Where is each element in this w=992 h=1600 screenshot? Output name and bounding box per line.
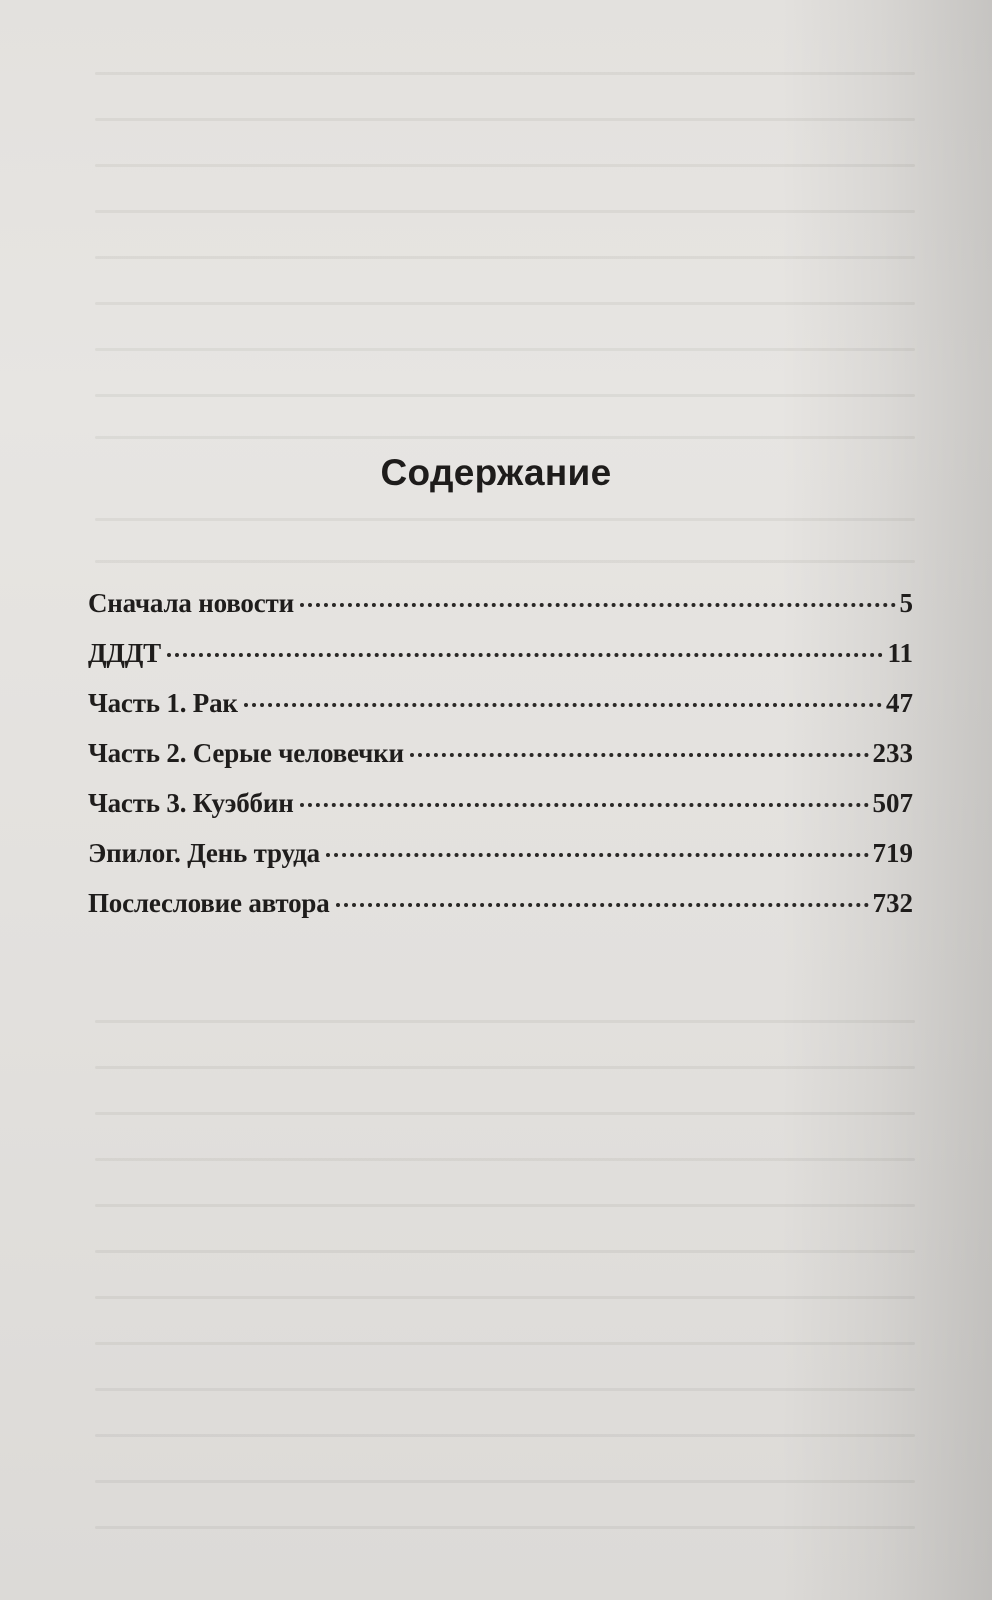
toc-entry-title: Часть 1. Рак: [88, 688, 238, 718]
bleed-through-line: [95, 1066, 915, 1069]
bleed-through-line: [95, 1158, 915, 1161]
table-of-contents: [88, 588, 913, 938]
bleed-through-line: [95, 1112, 915, 1115]
toc-page-number: 47: [886, 688, 913, 718]
toc-entry-title: ДДДТ: [88, 638, 161, 668]
dot-leader: [167, 653, 884, 657]
bleed-through-line: [95, 1296, 915, 1299]
dot-leader: [326, 853, 869, 857]
toc-entry[interactable]: [88, 638, 913, 688]
bleed-through-line: [95, 1250, 915, 1253]
bleed-through-line: [95, 302, 915, 305]
bleed-through-line: [95, 1526, 915, 1529]
contents-title: Содержание: [380, 452, 612, 493]
dot-leader: [410, 753, 869, 757]
dot-leader: [300, 803, 869, 807]
dot-leader: [244, 703, 882, 707]
toc-entry-title: Часть 2. Серые человечки: [88, 738, 404, 768]
bleed-through-line: [95, 518, 915, 521]
toc-page-number: 5: [899, 588, 913, 618]
toc-page-number: 719: [872, 838, 913, 868]
bleed-through-line: [95, 1204, 915, 1207]
bleed-through-line: [95, 394, 915, 397]
toc-page-number: 233: [872, 738, 913, 768]
toc-entry[interactable]: [88, 588, 913, 638]
bleed-through-line: [95, 256, 915, 259]
toc-entry[interactable]: [88, 738, 913, 788]
dot-leader: [336, 903, 869, 907]
toc-entry-title: Сначала новости: [88, 588, 294, 618]
bleed-through-line: [95, 72, 915, 75]
bleed-through-line: [95, 1388, 915, 1391]
bleed-through-line: [95, 210, 915, 213]
dot-leader: [300, 603, 896, 607]
toc-page-number: 507: [872, 788, 913, 818]
bleed-through-line: [95, 1480, 915, 1483]
toc-entry-title: Послесловие автора: [88, 888, 330, 918]
bleed-through-line: [95, 1434, 915, 1437]
toc-entry[interactable]: [88, 888, 913, 938]
bleed-through-line: [95, 1020, 915, 1023]
toc-entry[interactable]: [88, 688, 913, 738]
bleed-through-line: [95, 348, 915, 351]
bleed-through-line: [95, 436, 915, 439]
bleed-through-line: [95, 560, 915, 563]
toc-page-number: 732: [872, 888, 913, 918]
toc-entry-title: Эпилог. День труда: [88, 838, 320, 868]
toc-page-number: 11: [887, 638, 913, 668]
toc-entry[interactable]: [88, 788, 913, 838]
bleed-through-line: [95, 164, 915, 167]
toc-entry[interactable]: [88, 838, 913, 888]
bleed-through-line: [95, 1342, 915, 1345]
toc-entry-title: Часть 3. Куэббин: [88, 788, 294, 818]
bleed-through-line: [95, 118, 915, 121]
